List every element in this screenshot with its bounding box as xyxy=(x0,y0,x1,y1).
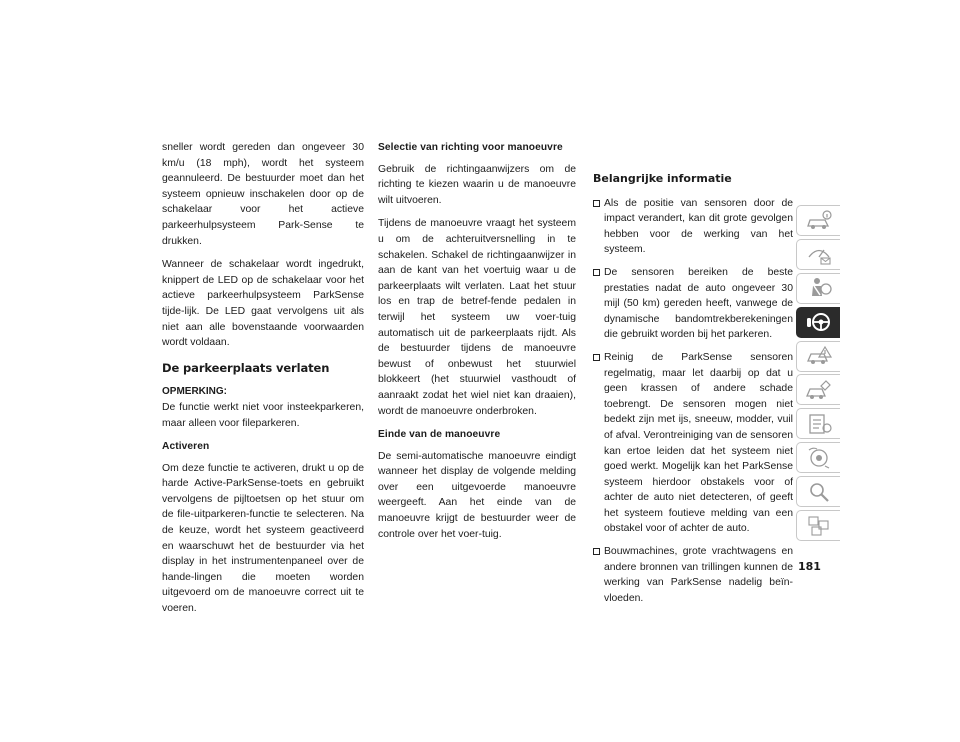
checkbox-bullet-icon xyxy=(593,548,600,555)
tab-dashboard-lights[interactable] xyxy=(796,239,840,270)
language-index-icon xyxy=(805,514,833,538)
section-heading: Belangrijke informatie xyxy=(593,172,732,185)
chapter-tabs xyxy=(796,205,844,544)
list-item-text: Reinig de ParkSense sensoren regelmatig, maar let daarbij op dat u geen krassen of andere schade toebrengt. De sensoren mogen niet bedekt zijn met ijs, sneeuw, modder, vuil of afval. Verontreiniging van de sensoren kan ertoe leiden dat het systeem niet goed werkt. Mogelijk kan het ParkSense systeem hierdoor obstakels voor of achter de auto niet detecteren, of geeft het systeem foutieve melding van een obstakel voor of achter de auto. xyxy=(604,351,793,535)
subheading: Selectie van richting voor manoeuvre xyxy=(378,142,563,153)
list-item xyxy=(593,196,793,258)
tab-car-warning[interactable] xyxy=(796,341,840,372)
subheading: Activeren xyxy=(162,441,210,453)
tab-multimedia[interactable] xyxy=(796,442,840,473)
tab-car-service[interactable] xyxy=(796,374,840,405)
tab-seatbelt-airbag[interactable] xyxy=(796,273,840,304)
text-column-left xyxy=(162,140,364,625)
dashboard-lights-icon xyxy=(805,242,833,266)
seatbelt-airbag-icon xyxy=(805,276,833,300)
list-item xyxy=(593,350,793,537)
multimedia-icon xyxy=(805,446,833,470)
car-warning-icon xyxy=(805,344,833,368)
text-column-middle xyxy=(378,140,576,550)
paragraph: sneller wordt gereden dan ongeveer 30 km/u (18 mph), wordt het systeem geannuleerd. De bestuurder moet dan het systeem opnieuw inschakelen door op de schakelaar voor het actieve parkeerhulpsysteem Park-Sense te drukken. xyxy=(162,142,364,247)
checkbox-bullet-icon xyxy=(593,354,600,361)
text-column-right xyxy=(593,171,793,613)
tab-car-info[interactable] xyxy=(796,205,840,236)
paragraph: Om deze functie te activeren, drukt u op de harde Active-ParkSense-toets en gebruikt vervolgens de pijltoetsen op het stuur om de file-uitparkeren-functie te selecteren. Na de keuze, wordt het systeem geactiveerd en waarschuwt het de bestuurder via het display in het instrumentenpaneel over de hande-lingen die moeten worden uitgevoerd om de manoeuvre correct uit te voeren. xyxy=(162,462,364,615)
note-text: De functie werkt niet voor insteekparkeren, maar alleen voor fileparkeren. xyxy=(162,401,364,429)
page-number: 181 xyxy=(798,560,821,573)
tab-language-index[interactable] xyxy=(796,510,840,541)
paragraph: Wanneer de schakelaar wordt ingedrukt, knippert de LED op de schakelaar voor het actieve parkeerhulpsysteem ParkSense tijde-lijk. De LED gaat vervolgens uit als niet aan alle bovenstaande voorwaarden wordt voldaan. xyxy=(162,259,364,349)
subheading: Einde van de manoeuvre xyxy=(378,429,501,441)
list-item-text: De sensoren bereiken de beste prestaties nadat de auto ongeveer 30 mijl (50 km) gereden heeft, vanwege de dynamische bandomtrekberekeningen die gebruikt worden bij het parkeren. xyxy=(604,266,793,341)
note xyxy=(162,384,364,431)
specifications-list-icon xyxy=(805,412,833,436)
tab-specifications[interactable] xyxy=(796,408,840,439)
car-service-icon xyxy=(805,378,833,402)
section-heading: De parkeerplaats verlaten xyxy=(162,360,330,375)
checkbox-bullet-icon xyxy=(593,269,600,276)
car-info-icon xyxy=(805,209,833,233)
tab-steering-wheel[interactable] xyxy=(796,307,840,338)
index-search-icon xyxy=(805,480,833,504)
paragraph: De semi-automatische manoeuvre eindigt wanneer het display de volgende melding over een uitgevoerde manoeuvre weergeeft. Aan het einde van de manoeuvre krijgt de bestuurder weer de controle over het voer-tuig. xyxy=(378,450,576,540)
list-item xyxy=(593,544,793,606)
tab-index-search[interactable] xyxy=(796,476,840,507)
paragraph: Gebruik de richtingaanwijzers om de richting te kiezen waarin u de manoeuvre wilt uitvoeren. xyxy=(378,163,576,206)
bullet-list xyxy=(593,196,793,607)
checkbox-bullet-icon xyxy=(593,200,600,207)
note-label: OPMERKING: xyxy=(162,386,227,398)
list-item xyxy=(593,265,793,343)
steering-wheel-icon xyxy=(805,310,833,334)
list-item-text: Als de positie van sensoren door de impact verandert, kan dit grote gevolgen hebben voor de werking van het systeem. xyxy=(604,197,793,256)
paragraph: Tijdens de manoeuvre vraagt het systeem u om de achteruitversnelling in te schakelen. Schakel de richtingaanwijzer in aan de kant van het voertuig waar u de parkeerplaats wilt verlaten. Laat het stuur los en trap de betref-fende pedalen in terwijl het systeem uw voer-tuig automatisch uit de parkeerplaats rijdt. Als de bestuurder tijdens de manoeuvre bewust of onbewust het stuurwiel blokkeert (het stuurwiel vasthoudt of aanraakt zodat het wiel niet kan draaien), wordt de manoeuvre onderbroken. xyxy=(378,218,576,417)
list-item-text: Bouwmachines, grote vrachtwagens en andere bronnen van trillingen kunnen de werking van ParkSense nadelig beïn-vloeden. xyxy=(604,546,793,604)
